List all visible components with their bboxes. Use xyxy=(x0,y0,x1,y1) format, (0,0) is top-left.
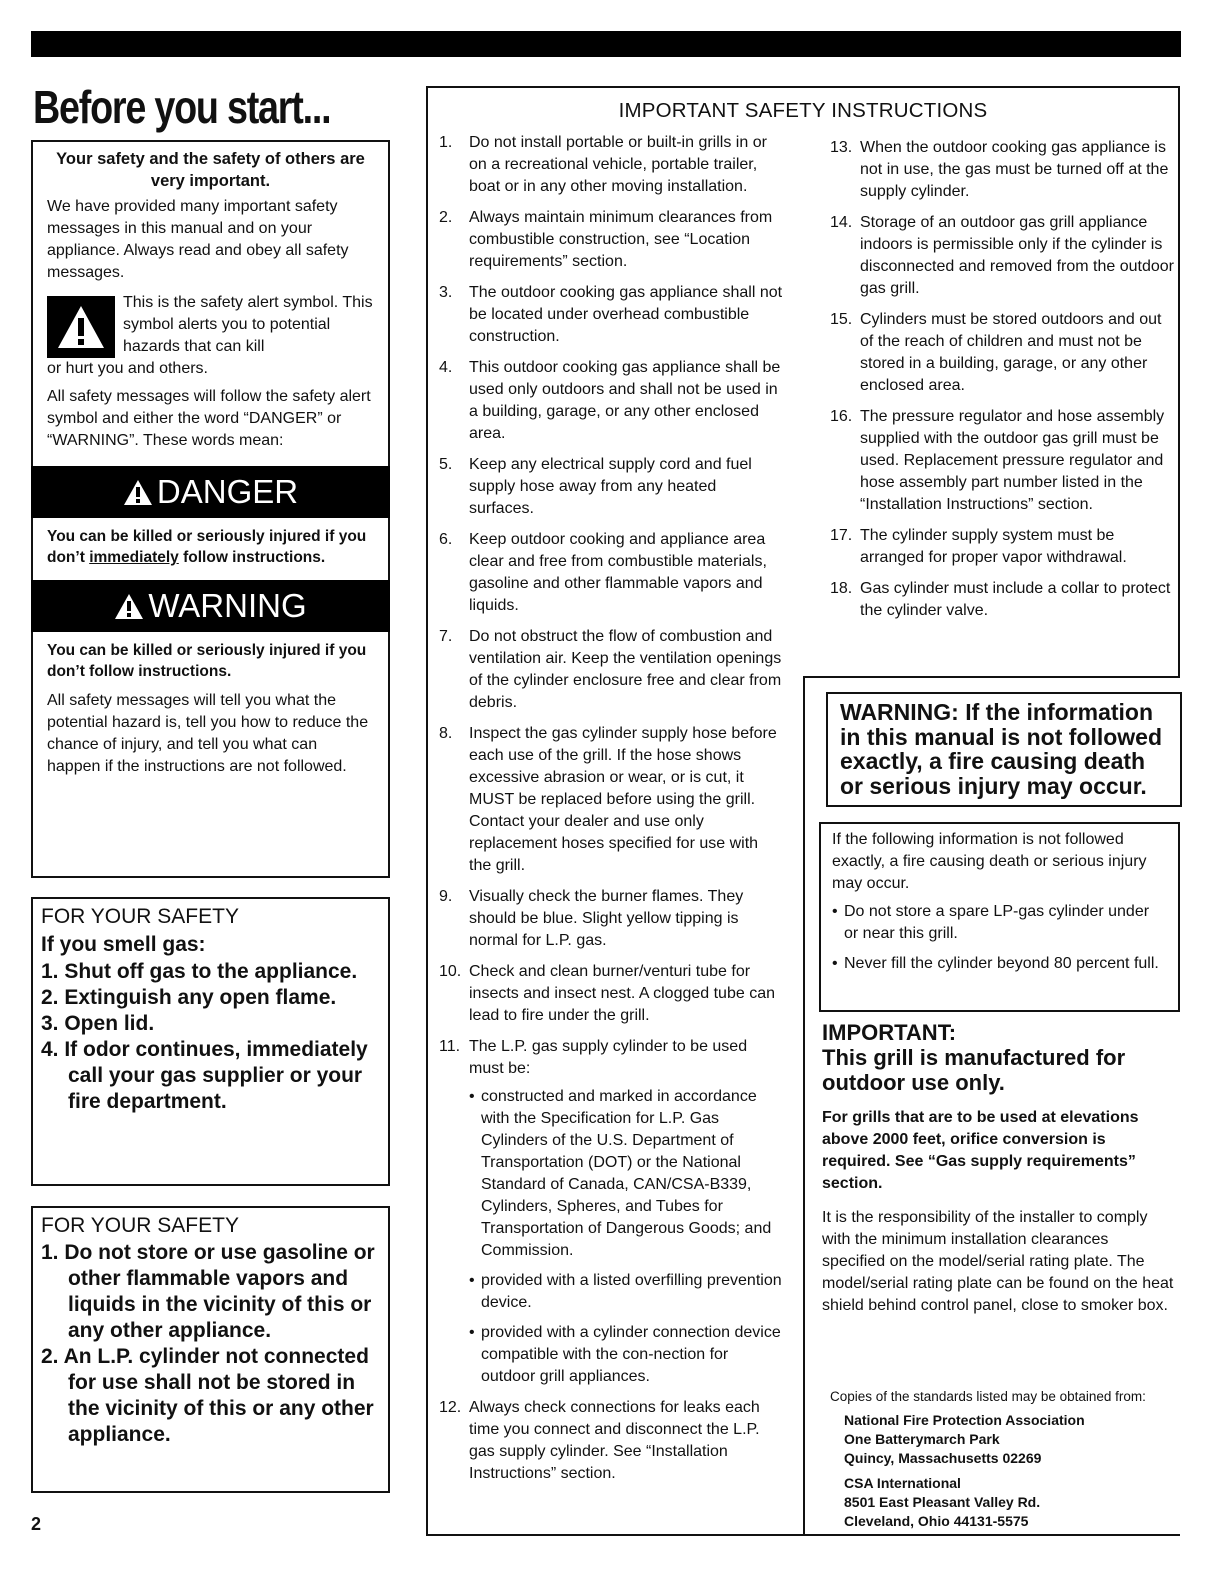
instruction-text: When the outdoor cooking gas appliance is not in use, the gas must be turned off at the supply cylinder. xyxy=(860,139,1169,200)
fire-warning-text: WARNING: If the information in this manual is not followed exactly, a fire causing death or serious injury may occur. xyxy=(840,699,1163,799)
standards-intro: Copies of the standards listed may be obtained from: xyxy=(830,1389,1146,1404)
safety-intro-text: We have provided many important safety messages in this manual and on your appliance. Always read and obey all safety messages. xyxy=(47,198,349,281)
instructions-list-2 xyxy=(830,137,1175,622)
instruction-item xyxy=(830,212,1175,300)
safety-intro-box xyxy=(31,140,390,878)
safety-closing-text: All safety messages will tell you what the potential hazard is, tell you how to reduce the chance of injury, and tell you what can happen if the instructions are not followed. xyxy=(47,692,369,775)
gas-safety-list xyxy=(41,959,380,1115)
instruction-item xyxy=(830,309,1175,397)
danger-text-a: You can be killed or seriously injured if you don’t xyxy=(47,528,367,566)
cylinder-requirement: • constructed and marked in accordance with the Specification for L.P. Gas Cylinders of the U.S. Department of Transportation (DOT) or the National Standard of Canada, CAN/CSA-B339, Cylinders, Spheres, and Tubes for Transportation of Dangerous Goods; and Commission. xyxy=(469,1086,784,1262)
page-number: 2 xyxy=(31,1514,42,1534)
instruction-number: 14. xyxy=(830,214,853,231)
cylinder-info-text: If the following information is not followed exactly, a fire causing death or serious injury may occur. xyxy=(832,831,1147,892)
important-headline: This grill is manufactured for outdoor use only. xyxy=(822,1045,1126,1095)
warning-text: You can be killed or seriously injured if you don’t follow instructions. xyxy=(47,642,367,680)
instruction-item xyxy=(439,454,784,520)
warning-label: WARNING xyxy=(148,587,307,624)
danger-alert-icon xyxy=(123,478,153,506)
instruction-number: 15. xyxy=(830,311,853,328)
danger-text xyxy=(33,518,388,576)
instruction-item xyxy=(439,626,784,714)
address-line: Cleveland, Ohio 44131-5575 xyxy=(844,1513,1029,1529)
safety-heading: Your safety and the safety of others are very important. xyxy=(56,150,365,190)
instruction-number: 8. xyxy=(439,725,453,742)
instruction-text: The outdoor cooking gas appliance shall not be located under overhead combustible construction. xyxy=(469,284,783,345)
instruction-text: Keep outdoor cooking and appliance area clear and free from combustible materials, gasoline and other flammable vapors and liquids. xyxy=(469,531,767,614)
instructions-column-2 xyxy=(830,137,1175,631)
instruction-number: 11. xyxy=(439,1038,461,1055)
alert-symbol-text: This is the safety alert symbol. This symbol alerts you to potential hazards that can kill xyxy=(123,294,373,355)
gas-safety-step: 3. Open lid. xyxy=(41,1012,155,1035)
instruction-text: Cylinders must be stored outdoors and out of the reach of children and must not be stored in a building, garage, or any other enclosed area. xyxy=(860,311,1162,394)
cylinder-info-list xyxy=(832,901,1167,975)
danger-text-underlined: immediately xyxy=(89,549,179,566)
safety-alert-row xyxy=(33,292,388,380)
instruction-item xyxy=(830,406,1175,516)
instruction-item xyxy=(830,137,1175,203)
instructions-divider-h xyxy=(803,676,1180,678)
instruction-number: 18. xyxy=(830,580,853,597)
instruction-number: 6. xyxy=(439,531,453,548)
instruction-text: Always maintain minimum clearances from combustible construction, see “Location requirements” section. xyxy=(469,209,773,270)
address-line: National Fire Protection Association xyxy=(844,1412,1085,1428)
instructions-list-1 xyxy=(439,132,784,1485)
instruction-text: Keep any electrical supply cord and fuel supply hose away from any heated surfaces. xyxy=(469,456,752,517)
address-line: Quincy, Massachusetts 02269 xyxy=(844,1450,1042,1466)
instruction-text: The pressure regulator and hose assembly supplied with the outdoor gas grill must be used. Replacement pressure regulator and hose assembly part number listed in the “Installation Instructions” section. xyxy=(860,408,1165,513)
warning-alert-icon xyxy=(114,592,144,620)
alert-symbol-text-cont: or hurt you and others. xyxy=(47,360,208,377)
instruction-number: 10. xyxy=(439,963,462,980)
instruction-text: Do not install portable or built-in grills in or on a recreational vehicle, portable trailer, boat or in any other moving installation. xyxy=(469,134,767,195)
instruction-text: Do not obstruct the flow of combustion and ventilation air. Keep the ventilation openings of the cylinder enclosure free and clear from debris. xyxy=(469,628,782,711)
instructions-frame-right xyxy=(1178,86,1180,677)
installer-note: It is the responsibility of the installer to comply with the minimum installation clearances specified on the model/serial rating plate. The model/serial rating plate can be found on the heat shield behind control panel, close to smoker box. xyxy=(822,1209,1174,1314)
cylinder-requirements-list xyxy=(469,1086,784,1388)
address-line: One Batterymarch Park xyxy=(844,1431,1000,1447)
important-label: IMPORTANT: xyxy=(822,1020,957,1045)
gas-safety-subheading: If you smell gas: xyxy=(41,933,206,956)
instruction-number: 16. xyxy=(830,408,853,425)
danger-label: DANGER xyxy=(156,473,299,510)
altitude-note: For grills that are to be used at elevations above 2000 feet, orifice conversion is required. See “Gas supply requirements” section. xyxy=(822,1109,1139,1192)
gas-safety-step: 4. If odor continues, immediately call your gas supplier or your fire department. xyxy=(41,1038,368,1113)
storage-safety-item: 2. An L.P. cylinder not connected for use shall not be stored in the vicinity of this or any other appliance. xyxy=(41,1345,374,1446)
instruction-item xyxy=(439,282,784,348)
instruction-text: Inspect the gas cylinder supply hose before each use of the grill. If the hose shows excessive abrasion or wear, or is cut, it MUST be replaced before using the grill. Contact your dealer and use only replacement hoses specified for use with the grill. xyxy=(469,725,777,874)
safety-alert-icon xyxy=(47,296,115,358)
cylinder-info-item: • Never fill the cylinder beyond 80 percent full. xyxy=(832,953,1167,975)
instruction-item xyxy=(439,357,784,445)
instruction-number: 9. xyxy=(439,888,453,905)
gas-safety-step: 2. Extinguish any open flame. xyxy=(41,986,337,1009)
instruction-number: 5. xyxy=(439,456,453,473)
instruction-item xyxy=(830,525,1175,569)
page-title: Before you start... xyxy=(33,81,331,133)
instruction-text: This outdoor cooking gas appliance shall be used only outdoors and shall not be used in a building, garage, or any other enclosed area. xyxy=(469,359,781,442)
instructions-divider xyxy=(803,676,805,1536)
gas-safety-box xyxy=(31,897,390,1186)
instruction-text: Storage of an outdoor gas grill appliance indoors is permissible only if the cylinder is disconnected and removed from the outdoor gas grill. xyxy=(860,214,1174,297)
fire-warning-box xyxy=(826,692,1182,807)
instruction-number: 12. xyxy=(439,1399,462,1416)
instruction-number: 17. xyxy=(830,527,853,544)
instruction-text: The cylinder supply system must be arranged for proper vapor withdrawal. xyxy=(860,527,1127,566)
storage-safety-item: 1. Do not store or use gasoline or other flammable vapors and liquids in the vicinity of this or any other appliance. xyxy=(41,1241,375,1342)
instruction-number: 1. xyxy=(439,134,453,151)
cylinder-info-item: • Do not store a spare LP-gas cylinder under or near this grill. xyxy=(832,901,1167,945)
address-line: 8501 East Pleasant Valley Rd. xyxy=(844,1494,1041,1510)
csa-address xyxy=(830,1474,1170,1531)
instruction-text: Gas cylinder must include a collar to protect the cylinder valve. xyxy=(860,580,1171,619)
instruction-item xyxy=(439,723,784,877)
gas-safety-step: 1. Shut off gas to the appliance. xyxy=(41,960,358,983)
instruction-number: 13. xyxy=(830,139,853,156)
instruction-text: Check and clean burner/venturi tube for insects and insect nest. A clogged tube can lead to fire under the grill. xyxy=(469,963,775,1024)
instruction-item xyxy=(439,529,784,617)
nfpa-address xyxy=(830,1411,1170,1468)
instruction-item xyxy=(439,961,784,1027)
storage-safety-box xyxy=(31,1206,390,1493)
warning-banner xyxy=(31,580,390,632)
address-line: CSA International xyxy=(844,1475,961,1491)
instruction-number: 4. xyxy=(439,359,453,376)
instruction-item xyxy=(439,132,784,198)
instruction-item xyxy=(439,207,784,273)
danger-text-b: follow instructions. xyxy=(183,549,326,566)
instruction-item xyxy=(439,1397,784,1485)
instruction-number: 3. xyxy=(439,284,453,301)
instruction-number: 7. xyxy=(439,628,453,645)
important-block xyxy=(822,1020,1174,1317)
storage-safety-heading: FOR YOUR SAFETY xyxy=(41,1214,239,1237)
standards-block xyxy=(830,1388,1170,1531)
header-bar xyxy=(31,31,1181,57)
cylinder-info-box xyxy=(819,822,1180,1012)
instruction-number: 2. xyxy=(439,209,453,226)
gas-safety-heading: FOR YOUR SAFETY xyxy=(41,905,239,928)
instructions-column-1 xyxy=(439,132,784,1494)
instruction-text: Visually check the burner flames. They should be blue. Slight yellow tipping is normal for L.P. gas. xyxy=(469,888,744,949)
instruction-item xyxy=(439,886,784,952)
instruction-item xyxy=(830,578,1175,622)
instruction-item xyxy=(439,1036,784,1388)
safety-messages-text: All safety messages will follow the safety alert symbol and either the word “DANGER” or “WARNING”. These words mean: xyxy=(47,388,371,449)
storage-safety-list xyxy=(41,1240,380,1448)
danger-banner xyxy=(31,466,390,518)
instructions-title: IMPORTANT SAFETY INSTRUCTIONS xyxy=(618,99,988,122)
instruction-text: The L.P. gas supply cylinder to be used must be: xyxy=(469,1038,748,1077)
instruction-text: Always check connections for leaks each time you connect and disconnect the L.P. gas supply cylinder. See “Installation Instructions” section. xyxy=(469,1399,760,1482)
cylinder-requirement: • provided with a listed overfilling prevention device. xyxy=(469,1270,784,1314)
cylinder-requirement: • provided with a cylinder connection device compatible with the con-nection for outdoor grill appliances. xyxy=(469,1322,784,1388)
